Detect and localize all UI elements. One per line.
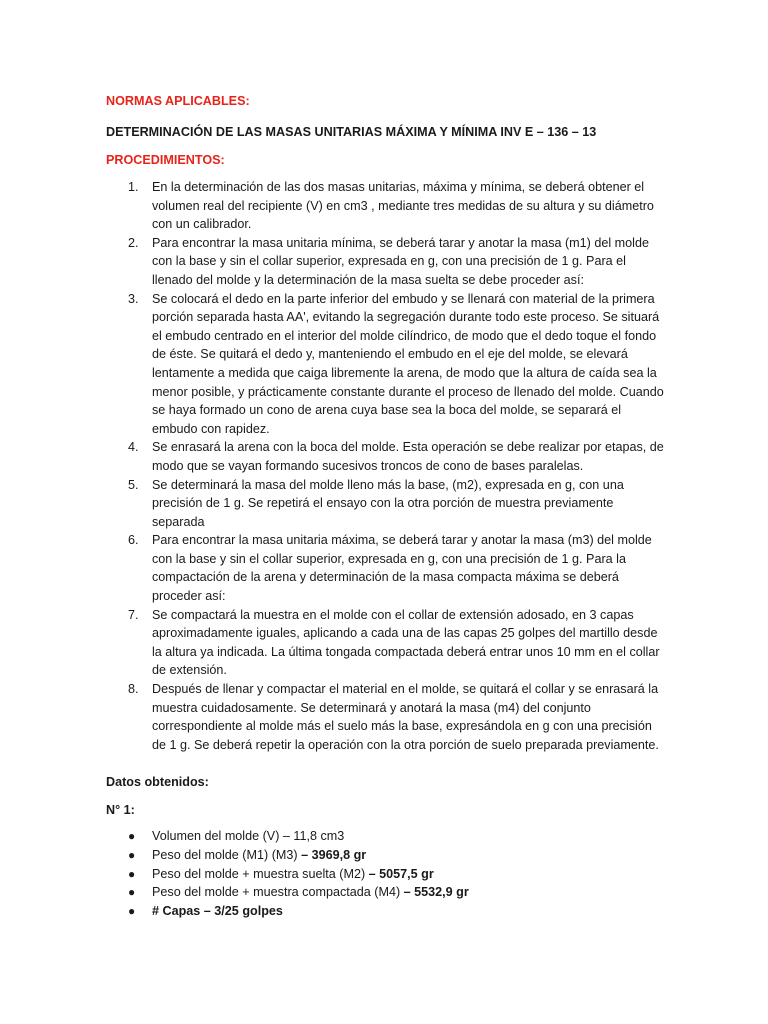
datos-item [106,883,666,902]
procedure-step [106,290,666,439]
determinacion-heading: DETERMINACIÓN DE LAS MASAS UNITARIAS MÁXIMA Y MÍNIMA INV E – 136 – 13 [106,125,597,139]
step-number: 5. [128,477,139,492]
step-text: Se compactará la muestra en el molde con el collar de extensión adosado, en 3 capas aproximadamente iguales, aplicando a cada una de las capas 25 golpes del martillo desde la altura ya indicada. La última tongada compactada deberá entrar unos 10 mm en el collar de extensión. [152,607,660,678]
datos-item [106,865,666,884]
procedimientos-heading: PROCEDIMIENTOS: [106,153,225,167]
step-number: 1. [128,180,139,194]
datos-value: # Capas – 3/25 golpes [152,904,283,919]
step-number: 7. [128,607,139,622]
datos-heading: Datos obtenidos: [106,775,209,789]
normas-heading: NORMAS APLICABLES: [106,94,250,108]
step-text: Después de llenar y compactar el material en el molde, se quitará el collar y se enrasará la muestra cuidadosamente. Se determinará y anotará la masa (m4) del conjunto correspondiente al molde más el suelo más la base, expresándola en g con una precisión de 1 g. Se deberá repetir la operación con la otra porción de suelo preparada previamente. [152,682,659,752]
datos-list [106,827,666,921]
datos-item [106,827,666,846]
procedure-step [106,531,666,605]
sample-heading: N° 1: [106,803,135,817]
datos-value: – 5532,9 gr [403,885,469,900]
procedure-step [106,476,666,532]
step-number: 8. [128,682,139,697]
step-number: 3. [128,291,139,306]
bullet-icon: ● [128,829,136,843]
bullet-icon: ● [128,885,136,900]
procedure-step [106,438,666,475]
datos-label: Peso del molde + muestra compactada (M4) [152,885,404,900]
datos-label: Volumen del molde (V) – 11,8 cm3 [152,829,345,843]
datos-label: Peso del molde (M1) (M3) [152,847,302,862]
step-number: 6. [128,533,139,548]
procedure-step [106,178,666,234]
step-text: Se enrasará la arena con la boca del molde. Esta operación se debe realizar por etapas, de modo que se vayan formando sucesivos troncos de cono de bases paralelas. [152,440,664,473]
datos-item [106,902,666,921]
procedure-list [106,178,666,754]
procedure-step [106,606,666,680]
bullet-icon: ● [128,847,136,862]
step-number: 4. [128,440,139,455]
datos-value: – 5057,5 gr [368,866,434,881]
bullet-icon: ● [128,904,136,919]
datos-value: – 3969,8 gr [301,847,367,862]
step-text: Se colocará el dedo en la parte inferior del embudo y se llenará con material de la primera porción separada hasta AA', evitando la segregación durante todo este proceso. Se situará el embudo centrado en el interior del molde cilíndrico, de modo que el dedo toque el fondo de éste. Se quitará el dedo y, manteniendo el embudo en el eje del molde, se elevará lentamente a medida que caiga libremente la arena, de modo que la altura de caída sea la menor posible, y prácticamente constante durante el proceso de llenado del molde. Cuando se haya formado un cono de arena cuya base sea la boca del molde, se separará el embudo con rapidez. [152,291,664,436]
step-text: En la determinación de las dos masas unitarias, máxima y mínima, se deberá obtener el volumen real del recipiente (V) en cm3 , mediante tres medidas de su altura y su diámetro con un calibrador. [152,180,654,232]
step-text: Para encontrar la masa unitaria mínima, se deberá tarar y anotar la masa (m1) del molde con la base y sin el collar superior, expresada en g, con una precisión de 1 g. Para el llenado del molde y la determinación de la masa suelta se debe proceder así: [152,235,649,287]
bullet-icon: ● [128,866,136,881]
datos-label: Peso del molde + muestra suelta (M2) [152,866,369,881]
procedure-step [106,234,666,290]
step-text: Se determinará la masa del molde lleno más la base, (m2), expresada en g, con una precisión de 1 g. Se repetirá el ensayo con la otra porción de muestra previamente separada [152,477,624,529]
step-number: 2. [128,235,139,250]
procedure-step [106,680,666,754]
step-text: Para encontrar la masa unitaria máxima, se deberá tarar y anotar la masa (m3) del molde con la base y sin el collar superior, expresada en g, con una precisión de 1 g. Para la compactación de la arena y determinación de la masa compacta máxima se deberá proceder así: [152,533,652,604]
datos-item [106,846,666,865]
